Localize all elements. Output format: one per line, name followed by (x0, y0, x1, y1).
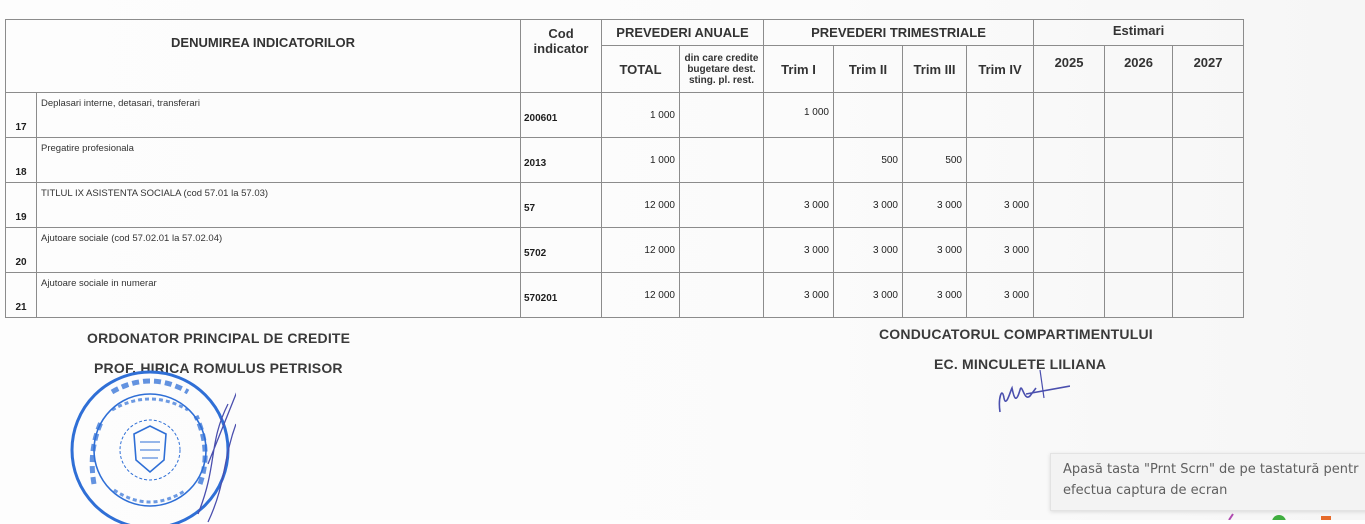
row-din-care (680, 93, 764, 138)
row-trim-3: 500 (903, 138, 967, 183)
table-row (6, 183, 1244, 228)
header-trim-4: Trim IV (967, 46, 1034, 93)
header-estimari: Estimari (1034, 20, 1244, 46)
green-icon (1272, 515, 1286, 520)
school-stamp (68, 364, 236, 524)
row-trim-1: 3 000 (764, 273, 834, 318)
row-trim-1: 1 000 (764, 93, 834, 138)
header-year-2025: 2025 (1034, 46, 1105, 93)
row-trim-3: 3 000 (903, 183, 967, 228)
row-total: 12 000 (602, 273, 680, 318)
row-trim-1: 3 000 (764, 183, 834, 228)
right-signature-name: EC. MINCULETE LILIANA (934, 356, 1107, 372)
row-trim-3: 3 000 (903, 273, 967, 318)
header-prevederi-trimestriale: PREVEDERI TRIMESTRIALE (764, 20, 1034, 46)
header-denumirea: DENUMIREA INDICATORILOR (6, 20, 521, 93)
row-code: 57 (521, 183, 602, 228)
right-signature-title: CONDUCATORUL COMPARTIMENTULUI (879, 326, 1153, 342)
row-number: 19 (6, 183, 37, 228)
row-trim-2: 3 000 (834, 273, 903, 318)
row-est-2025 (1034, 273, 1105, 318)
header-cod-indicator (521, 20, 602, 93)
row-trim-4: 3 000 (967, 183, 1034, 228)
row-est-2025 (1034, 228, 1105, 273)
row-est-2025 (1034, 183, 1105, 228)
row-est-2025 (1034, 138, 1105, 183)
header-din-care-line3: sting. pl. rest. (688, 74, 754, 86)
row-trim-3 (903, 93, 967, 138)
orange-icon (1321, 516, 1331, 520)
row-label: Ajutoare sociale in numerar (37, 273, 521, 318)
row-din-care (680, 273, 764, 318)
row-trim-4 (967, 93, 1034, 138)
row-trim-3: 3 000 (903, 228, 967, 273)
row-est-2025 (1034, 93, 1105, 138)
table-row (6, 138, 1244, 183)
row-code: 2013 (521, 138, 602, 183)
row-trim-2: 3 000 (834, 183, 903, 228)
row-est-2027 (1173, 93, 1244, 138)
row-number: 20 (6, 228, 37, 273)
header-row-1 (6, 20, 1244, 46)
row-din-care (680, 228, 764, 273)
row-trim-4 (967, 138, 1034, 183)
table-row (6, 93, 1244, 138)
taskbar-icons-strip (1215, 512, 1365, 520)
row-est-2026 (1105, 183, 1173, 228)
row-number: 18 (6, 138, 37, 183)
header-cod-line2: indicator (533, 41, 589, 56)
row-total: 12 000 (602, 183, 680, 228)
row-total: 1 000 (602, 138, 680, 183)
header-year-2026: 2026 (1105, 46, 1173, 93)
row-trim-4: 3 000 (967, 273, 1034, 318)
budget-table (5, 19, 1244, 318)
purple-icon (1229, 514, 1233, 520)
row-number: 21 (6, 273, 37, 318)
row-est-2027 (1173, 228, 1244, 273)
row-trim-2 (834, 93, 903, 138)
right-handwritten-signature (990, 368, 1070, 418)
notification-line1: Apasă tasta "Prnt Scrn" de pe tastatură pentr (1063, 462, 1359, 477)
row-din-care (680, 138, 764, 183)
row-est-2027 (1173, 138, 1244, 183)
row-trim-1: 3 000 (764, 228, 834, 273)
row-number: 17 (6, 93, 37, 138)
table-row (6, 228, 1244, 273)
row-est-2026 (1105, 93, 1173, 138)
row-est-2026 (1105, 228, 1173, 273)
left-signature-title: ORDONATOR PRINCIPAL DE CREDITE (87, 330, 351, 346)
screenshot-notification[interactable] (1050, 453, 1365, 511)
row-trim-2: 500 (834, 138, 903, 183)
header-total: TOTAL (602, 46, 680, 93)
notification-line2: efectua captura de ecran (1063, 483, 1228, 498)
row-din-care (680, 183, 764, 228)
row-total: 12 000 (602, 228, 680, 273)
row-label: Ajutoare sociale (cod 57.02.01 la 57.02.04) (37, 228, 521, 273)
row-label: Deplasari interne, detasari, transferari (37, 93, 521, 138)
row-est-2027 (1173, 183, 1244, 228)
row-est-2026 (1105, 138, 1173, 183)
row-label: Pregatire profesionala (37, 138, 521, 183)
row-trim-4: 3 000 (967, 228, 1034, 273)
row-label: TITLUL IX ASISTENTA SOCIALA (cod 57.01 la 57.03) (37, 183, 521, 228)
row-trim-1 (764, 138, 834, 183)
header-din-care-line1: din care credite (684, 52, 759, 64)
header-trim-1: Trim I (764, 46, 834, 93)
row-est-2026 (1105, 273, 1173, 318)
header-trim-2: Trim II (834, 46, 903, 93)
header-year-2027: 2027 (1173, 46, 1244, 93)
row-code: 200601 (521, 93, 602, 138)
row-trim-2: 3 000 (834, 228, 903, 273)
header-prevederi-anuale: PREVEDERI ANUALE (602, 20, 764, 46)
row-code: 5702 (521, 228, 602, 273)
row-est-2027 (1173, 273, 1244, 318)
header-din-care-line2: bugetare dest. (687, 63, 756, 75)
header-trim-3: Trim III (903, 46, 967, 93)
left-signature-name: PROF. HIRICA ROMULUS PETRISOR (94, 360, 343, 376)
row-code: 570201 (521, 273, 602, 318)
header-din-care (680, 46, 764, 93)
header-cod-line1: Cod (548, 26, 574, 41)
row-total: 1 000 (602, 93, 680, 138)
table-row (6, 273, 1244, 318)
